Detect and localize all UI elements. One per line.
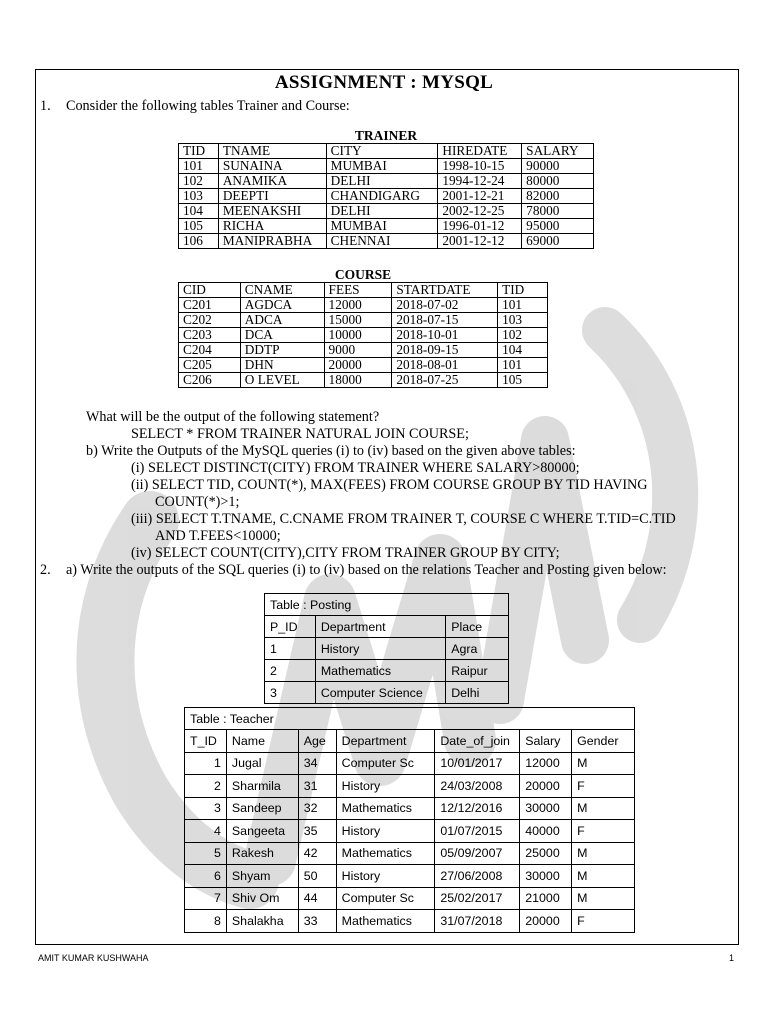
teacher-cell: Sharmila — [226, 775, 298, 798]
table-row — [179, 219, 594, 234]
table-row — [185, 820, 635, 843]
q1a-text: What will be the output of the following statement? — [86, 409, 380, 425]
posting-cell: 1 — [265, 638, 316, 660]
table-row — [265, 682, 509, 704]
course-cell: 2018-10-01 — [392, 328, 498, 343]
teacher-cell: 10/01/2017 — [435, 752, 520, 775]
course-cell: 12000 — [324, 298, 392, 313]
q2-text: a) Write the outputs of the SQL queries (i) to (iv) based on the relations Teacher and Posting given below: — [66, 562, 667, 578]
page-title: ASSIGNMENT : MYSQL — [274, 72, 494, 93]
teacher-cell: 40000 — [520, 820, 572, 843]
posting-header-cell: Department — [315, 616, 445, 638]
course-caption: COURSE — [334, 267, 392, 282]
posting-cell: Agra — [446, 638, 509, 660]
course-cell: 2018-07-02 — [392, 298, 498, 313]
q1b-iii: (iii) SELECT T.TNAME, C.CNAME FROM TRAINER T, COURSE C WHERE T.TID=C.TID — [131, 511, 676, 527]
trainer-cell: CHENNAI — [326, 234, 438, 249]
teacher-cell: Mathematics — [336, 910, 435, 933]
trainer-cell: MANIPRABHA — [218, 234, 326, 249]
teacher-table — [184, 729, 635, 933]
teacher-cell: Mathematics — [336, 842, 435, 865]
trainer-cell: 78000 — [522, 204, 594, 219]
teacher-cell: 33 — [298, 910, 336, 933]
posting-header-cell: P_ID — [265, 616, 316, 638]
course-cell: 102 — [498, 328, 548, 343]
teacher-cell: 05/09/2007 — [435, 842, 520, 865]
footer-author: AMIT KUMAR KUSHWAHA — [38, 953, 149, 963]
course-cell: 10000 — [324, 328, 392, 343]
teacher-cell: 12/12/2016 — [435, 797, 520, 820]
teacher-cell: 32 — [298, 797, 336, 820]
posting-header-row — [265, 616, 509, 638]
trainer-cell: 106 — [179, 234, 219, 249]
table-row — [185, 842, 635, 865]
teacher-cell: 8 — [185, 910, 227, 933]
course-cell: 15000 — [324, 313, 392, 328]
course-cell: C201 — [179, 298, 241, 313]
trainer-cell: 80000 — [522, 174, 594, 189]
table-row — [265, 638, 509, 660]
posting-cell: History — [315, 638, 445, 660]
teacher-cell: 44 — [298, 887, 336, 910]
course-cell: C205 — [179, 358, 241, 373]
teacher-cell: 4 — [185, 820, 227, 843]
table-row — [265, 660, 509, 682]
q1a-sql: SELECT * FROM TRAINER NATURAL JOIN COURSE; — [131, 426, 469, 442]
course-cell: 101 — [498, 298, 548, 313]
trainer-caption: TRAINER — [354, 128, 418, 143]
teacher-cell: 12000 — [520, 752, 572, 775]
table-row — [185, 887, 635, 910]
teacher-cell: 30000 — [520, 797, 572, 820]
trainer-cell: 101 — [179, 159, 219, 174]
teacher-cell: History — [336, 820, 435, 843]
table-row — [185, 865, 635, 888]
posting-cell: Delhi — [446, 682, 509, 704]
teacher-header-cell: T_ID — [185, 730, 227, 753]
trainer-cell: CHANDIGARG — [326, 189, 438, 204]
teacher-cell: 50 — [298, 865, 336, 888]
course-header-row — [179, 283, 548, 298]
teacher-cell: 24/03/2008 — [435, 775, 520, 798]
teacher-cell: F — [572, 910, 635, 933]
table-row — [179, 373, 548, 388]
teacher-header-cell: Gender — [572, 730, 635, 753]
teacher-cell: History — [336, 775, 435, 798]
trainer-cell: 82000 — [522, 189, 594, 204]
teacher-cell: 2 — [185, 775, 227, 798]
teacher-cell: 1 — [185, 752, 227, 775]
trainer-cell: RICHA — [218, 219, 326, 234]
course-cell: 103 — [498, 313, 548, 328]
table-row — [179, 328, 548, 343]
teacher-cell: 35 — [298, 820, 336, 843]
teacher-cell: Shalakha — [226, 910, 298, 933]
teacher-cell: Jugal — [226, 752, 298, 775]
course-cell: DDTP — [240, 343, 324, 358]
teacher-header-cell: Salary — [520, 730, 572, 753]
course-header-cell: TID — [498, 283, 548, 298]
table-row — [179, 358, 548, 373]
table-row — [179, 189, 594, 204]
table-row — [179, 313, 548, 328]
teacher-caption: Table : Teacher — [184, 707, 635, 730]
course-cell: DHN — [240, 358, 324, 373]
table-row — [179, 234, 594, 249]
course-cell: AGDCA — [240, 298, 324, 313]
trainer-cell: 105 — [179, 219, 219, 234]
course-cell: 2018-09-15 — [392, 343, 498, 358]
posting-caption: Table : Posting — [264, 593, 509, 616]
table-row — [179, 174, 594, 189]
q1b-i: (i) SELECT DISTINCT(CITY) FROM TRAINER WHERE SALARY>80000; — [131, 460, 580, 476]
course-cell: 2018-07-15 — [392, 313, 498, 328]
course-cell: 2018-07-25 — [392, 373, 498, 388]
teacher-cell: Shyam — [226, 865, 298, 888]
q1b-ii-cont: COUNT(*)>1; — [155, 494, 240, 510]
table-row — [185, 752, 635, 775]
teacher-cell: M — [572, 887, 635, 910]
course-cell: C204 — [179, 343, 241, 358]
trainer-cell: 2002-12-25 — [438, 204, 522, 219]
table-row — [179, 204, 594, 219]
q1b-iv: (iv) SELECT COUNT(CITY),CITY FROM TRAINER GROUP BY CITY; — [131, 545, 560, 561]
teacher-cell: History — [336, 865, 435, 888]
teacher-cell: Shiv Om — [226, 887, 298, 910]
trainer-cell: 1994-12-24 — [438, 174, 522, 189]
teacher-cell: 34 — [298, 752, 336, 775]
course-cell: 2018-08-01 — [392, 358, 498, 373]
trainer-cell: DEEPTI — [218, 189, 326, 204]
teacher-cell: M — [572, 842, 635, 865]
table-row — [179, 343, 548, 358]
course-cell: 18000 — [324, 373, 392, 388]
trainer-cell: DELHI — [326, 204, 438, 219]
trainer-table — [178, 143, 594, 249]
trainer-cell: 103 — [179, 189, 219, 204]
course-cell: 104 — [498, 343, 548, 358]
trainer-header-cell: HIREDATE — [438, 144, 522, 159]
trainer-cell: MEENAKSHI — [218, 204, 326, 219]
trainer-cell: 102 — [179, 174, 219, 189]
course-cell: DCA — [240, 328, 324, 343]
teacher-cell: Computer Sc — [336, 752, 435, 775]
posting-header-cell: Place — [446, 616, 509, 638]
q1-text: Consider the following tables Trainer and Course: — [66, 98, 350, 114]
teacher-cell: M — [572, 752, 635, 775]
table-row — [179, 159, 594, 174]
teacher-cell: 27/06/2008 — [435, 865, 520, 888]
teacher-cell: 6 — [185, 865, 227, 888]
course-header-cell: CNAME — [240, 283, 324, 298]
course-cell: 20000 — [324, 358, 392, 373]
teacher-cell: 7 — [185, 887, 227, 910]
teacher-header-cell: Department — [336, 730, 435, 753]
teacher-cell: 31/07/2018 — [435, 910, 520, 933]
teacher-cell: 3 — [185, 797, 227, 820]
trainer-cell: 104 — [179, 204, 219, 219]
course-header-cell: CID — [179, 283, 241, 298]
table-row — [185, 775, 635, 798]
teacher-cell: 30000 — [520, 865, 572, 888]
trainer-header-cell: TID — [179, 144, 219, 159]
posting-cell: Computer Science — [315, 682, 445, 704]
course-header-cell: FEES — [324, 283, 392, 298]
trainer-cell: 1998-10-15 — [438, 159, 522, 174]
teacher-cell: 20000 — [520, 775, 572, 798]
trainer-cell: 1996-01-12 — [438, 219, 522, 234]
teacher-cell: Sandeep — [226, 797, 298, 820]
course-table — [178, 282, 548, 388]
trainer-header-cell: CITY — [326, 144, 438, 159]
table-row — [185, 797, 635, 820]
teacher-cell: 31 — [298, 775, 336, 798]
course-cell: C206 — [179, 373, 241, 388]
q1-number: 1. — [40, 98, 51, 114]
trainer-cell: MUMBAI — [326, 219, 438, 234]
teacher-header-cell: Date_of_join — [435, 730, 520, 753]
teacher-cell: Mathematics — [336, 797, 435, 820]
trainer-cell: ANAMIKA — [218, 174, 326, 189]
trainer-cell: 2001-12-21 — [438, 189, 522, 204]
posting-cell: 2 — [265, 660, 316, 682]
teacher-header-row — [185, 730, 635, 753]
posting-cell: 3 — [265, 682, 316, 704]
course-cell: 101 — [498, 358, 548, 373]
teacher-header-cell: Age — [298, 730, 336, 753]
teacher-cell: F — [572, 775, 635, 798]
teacher-cell: Computer Sc — [336, 887, 435, 910]
table-row — [179, 298, 548, 313]
course-cell: C203 — [179, 328, 241, 343]
trainer-header-cell: TNAME — [218, 144, 326, 159]
course-cell: ADCA — [240, 313, 324, 328]
teacher-cell: Sangeeta — [226, 820, 298, 843]
teacher-cell: M — [572, 797, 635, 820]
course-cell: 9000 — [324, 343, 392, 358]
posting-cell: Raipur — [446, 660, 509, 682]
course-cell: O LEVEL — [240, 373, 324, 388]
q1b-ii: (ii) SELECT TID, COUNT(*), MAX(FEES) FROM COURSE GROUP BY TID HAVING — [131, 477, 648, 493]
course-cell: 105 — [498, 373, 548, 388]
teacher-cell: Rakesh — [226, 842, 298, 865]
teacher-cell: 42 — [298, 842, 336, 865]
teacher-cell: 25/02/2017 — [435, 887, 520, 910]
teacher-cell: 5 — [185, 842, 227, 865]
teacher-cell: 01/07/2015 — [435, 820, 520, 843]
q2-number: 2. — [40, 562, 51, 578]
trainer-cell: 90000 — [522, 159, 594, 174]
trainer-cell: 2001-12-12 — [438, 234, 522, 249]
trainer-cell: DELHI — [326, 174, 438, 189]
teacher-cell: F — [572, 820, 635, 843]
trainer-header-row — [179, 144, 594, 159]
course-header-cell: STARTDATE — [392, 283, 498, 298]
trainer-cell: 95000 — [522, 219, 594, 234]
trainer-cell: SUNAINA — [218, 159, 326, 174]
footer-page-number: 1 — [729, 953, 735, 963]
trainer-cell: 69000 — [522, 234, 594, 249]
trainer-cell: MUMBAI — [326, 159, 438, 174]
posting-cell: Mathematics — [315, 660, 445, 682]
teacher-cell: 20000 — [520, 910, 572, 933]
q1b-iii-cont: AND T.FEES<10000; — [155, 528, 281, 544]
teacher-cell: 21000 — [520, 887, 572, 910]
table-row — [185, 910, 635, 933]
posting-table — [264, 615, 509, 704]
course-cell: C202 — [179, 313, 241, 328]
teacher-header-cell: Name — [226, 730, 298, 753]
q1b-text: b) Write the Outputs of the MySQL queries (i) to (iv) based on the given above tables: — [86, 443, 576, 459]
teacher-cell: M — [572, 865, 635, 888]
trainer-header-cell: SALARY — [522, 144, 594, 159]
teacher-cell: 25000 — [520, 842, 572, 865]
